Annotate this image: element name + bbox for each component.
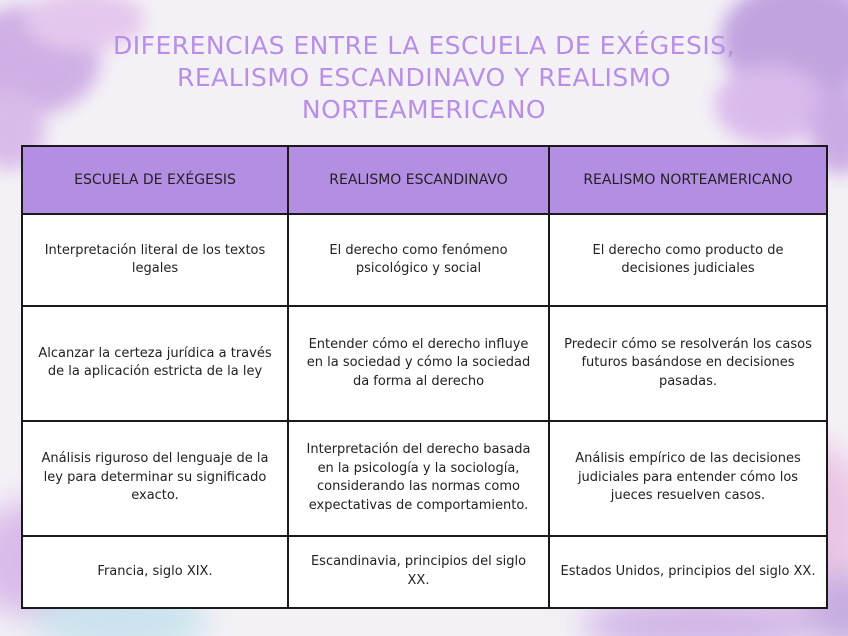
table-cell: Análisis empírico de las decisiones judiciales para entender cómo los jueces resuelven casos. (549, 421, 827, 536)
table-cell: El derecho como fenómeno psicológico y social (288, 214, 549, 306)
table-cell: Predecir cómo se resolverán los casos futuros basándose en decisiones pasadas. (549, 306, 827, 420)
title-line-1: DIFERENCIAS ENTRE LA ESCUELA DE EXÉGESIS, (112, 31, 736, 60)
table-row (22, 306, 827, 420)
header-escuela-exegesis: ESCUELA DE EXÉGESIS (22, 146, 288, 214)
table-cell: Francia, siglo XIX. (22, 536, 288, 608)
table-cell: Interpretación del derecho basada en la psicología y la sociología, considerando las normas como expectativas de comportamiento. (288, 421, 549, 536)
table-cell: Alcanzar la certeza jurídica a través de la aplicación estricta de la ley (22, 306, 288, 420)
table-cell: El derecho como producto de decisiones judiciales (549, 214, 827, 306)
title-line-3: NORTEAMERICANO (301, 95, 547, 124)
header-realismo-norteamericano: REALISMO NORTEAMERICANO (549, 146, 827, 214)
table-cell: Escandinavia, principios del siglo XX. (288, 536, 549, 608)
table-cell: Análisis riguroso del lenguaje de la ley para determinar su significado exacto. (22, 421, 288, 536)
comparison-table (21, 145, 828, 609)
table-cell: Entender cómo el derecho influye en la sociedad y cómo la sociedad da forma al derecho (288, 306, 549, 420)
table-header-row (22, 146, 827, 214)
table-row (22, 536, 827, 608)
header-realismo-escandinavo: REALISMO ESCANDINAVO (288, 146, 549, 214)
table-cell: Estados Unidos, principios del siglo XX. (549, 536, 827, 608)
table-row (22, 421, 827, 536)
title-line-2: REALISMO ESCANDINAVO Y REALISMO (176, 63, 672, 92)
table-row (22, 214, 827, 306)
page-title (40, 30, 808, 126)
table-cell: Interpretación literal de los textos legales (22, 214, 288, 306)
